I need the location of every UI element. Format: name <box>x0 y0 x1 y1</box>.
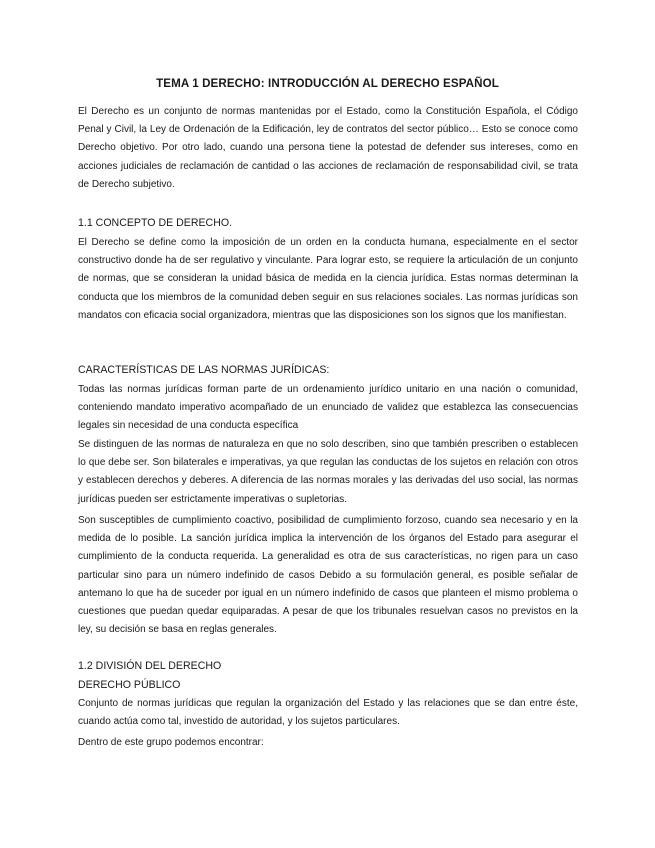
caracteristicas-heading: CARACTERÍSTICAS DE LAS NORMAS JURÍDICAS: <box>78 364 330 376</box>
section-1-1-paragraph: El Derecho se define como la imposición de un orden en la conducta humana, especialmente en el sector constructivo donde ha de ser regulativo y vinculante. Para lograr esto, se requiere la articulación de un conjunto de normas, que se consideran la unidad básica de medida en la ciencia jurídica. Estas normas determinan la conducta que los miembros de la comunidad deben seguir en sus relaciones sociales. Las normas jurídicas son mandatos con eficacia social organizadora, mientras que las disposiciones son los signos que los manifiestan. <box>78 237 578 321</box>
derecho-publico-subheading: DERECHO PÚBLICO <box>78 679 181 691</box>
derecho-publico-paragraph: Conjunto de normas jurídicas que regulan la organización del Estado y las relaciones que se dan entre éste, cuando actúa como tal, investido de autoridad, y los sujetos particulares. <box>78 698 578 728</box>
caracteristicas-paragraph-1: Todas las normas jurídicas forman parte de un ordenamiento jurídico unitario en una nación o comunidad, conteniendo mandato imperativo acompañado de un enunciado de validez que establezca las consecuencias legales sin necesidad de una conducta específica <box>78 384 578 432</box>
derecho-publico-closing: Dentro de este grupo podemos encontrar: <box>78 737 264 748</box>
caracteristicas-paragraph-3: Son susceptibles de cumplimiento coactivo, posibilidad de cumplimiento forzoso, cuando sea necesario y en la medida de lo posible. La sanción jurídica implica la intervención de los órganos del Estado para asegurar el cumplimiento de la conducta requerida. La generalidad es otra de sus características, no rigen para un caso particular sino para un número indefinido de casos Debido a su formulación general, es posible señalar de antemano lo que ha de suceder por igual en un número indefinido de casos que planteen el mismo problema o cuestiones que puedan quedar equiparadas. A pesar de que los tribunales resuelvan casos no previstos en la ley, su decisión se basa en reglas generales. <box>78 515 578 636</box>
section-1-2-heading: 1.2 DIVISIÓN DEL DERECHO <box>78 660 222 672</box>
document-title: TEMA 1 DERECHO: INTRODUCCIÓN AL DERECHO ESPAÑOL <box>156 77 499 90</box>
intro-paragraph: El Derecho es un conjunto de normas mantenidas por el Estado, como la Constitución Española, el Código Penal y Civil, la Ley de Ordenación de la Edificación, ley de contratos del sector público… Esto se conoce como Derecho objetivo. Por otro lado, cuando una persona tiene la potestad de defender sus intereses, como en acciones judiciales de reclamación de cantidad o las acciones de reclamación de responsabilidad civil, se trata de Derecho subjetivo. <box>78 106 578 190</box>
section-1-1-heading: 1.1 CONCEPTO DE DERECHO. <box>78 217 233 229</box>
caracteristicas-paragraph-2: Se distinguen de las normas de naturaleza en que no solo describen, sino que también prescriben o establecen lo que debe ser. Son bilaterales e imperativas, ya que regulan las conductas de los sujetos en relación con otros y establecen derechos y deberes. A diferencia de las normas morales y las derivadas del uso social, las normas jurídicas pueden ser estrictamente imperativas o supletorias. <box>78 439 578 505</box>
